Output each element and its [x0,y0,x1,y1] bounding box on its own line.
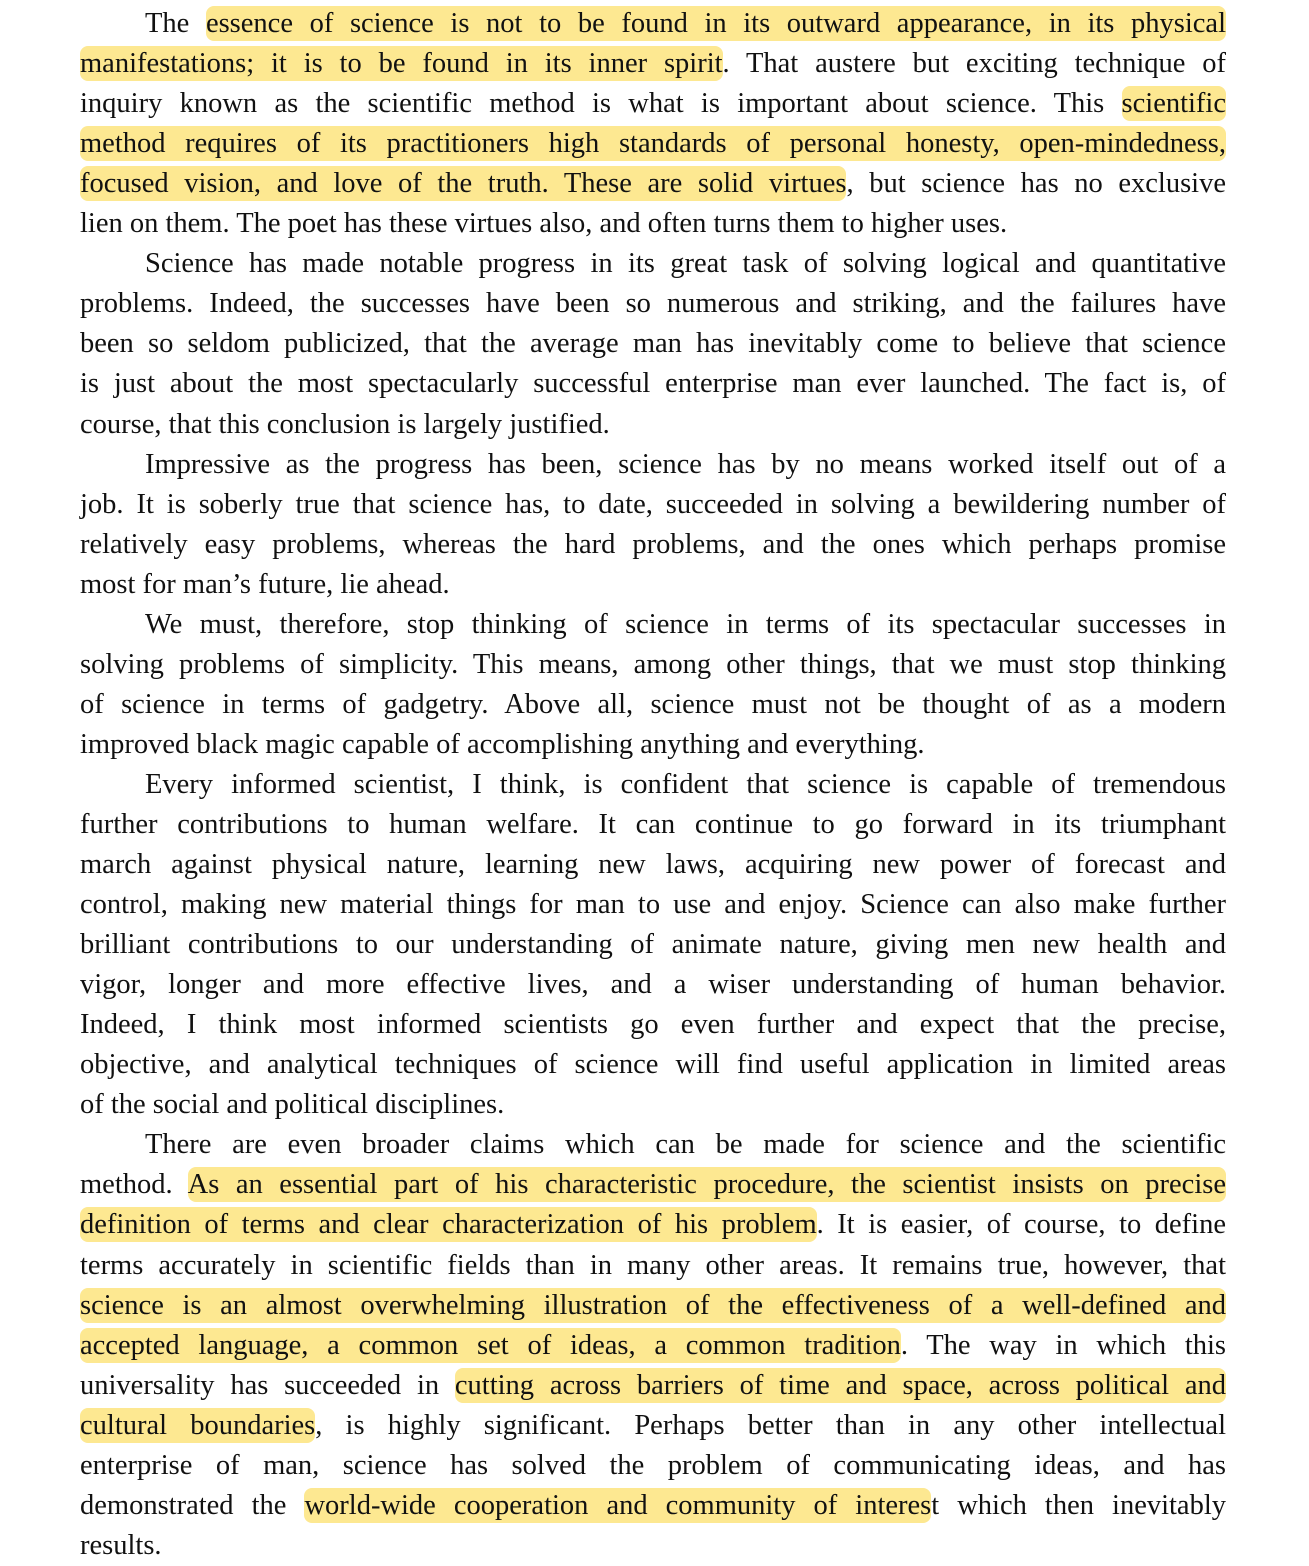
text-run: been so seldom publicized, that the average man has inevitably come to believe that science [80,328,1226,359]
text-line [80,1045,1226,1085]
text-run: terms accurately in scientific fields than in many other areas. It remains true, however, that [80,1250,1226,1281]
highlighted-text: science is an almost overwhelming illustration of the effectiveness of a well-defined and [80,1290,1226,1321]
text-run: , is highly significant. Perhaps better than in any other intellectual [315,1410,1226,1441]
highlighted-text: manifestations; it is to be found in its inner spirit [80,48,723,79]
text-line [80,925,1226,965]
text-run: control, making new material things for man to use and enjoy. Science can also make further [80,889,1226,920]
text-run: We must, therefore, stop thinking of science in terms of its spectacular successes in [145,609,1226,640]
text-line [145,605,1226,645]
highlighted-text: As an essential part of his characteristic procedure, the scientist insists on precise [187,1169,1226,1200]
highlighted-text: method requires of its practitioners high standards of personal honesty, open-mindedness, [80,128,1226,159]
text-run: . The way in which this [900,1330,1226,1361]
text-line [80,885,1226,925]
text-run: inquiry known as the scientific method is what is important about science. This [80,88,1122,119]
text-line [80,124,1226,164]
text-run: course, that this conclusion is largely justified. [80,409,610,440]
text-line [80,1005,1226,1045]
text-line [80,164,1226,204]
text-line [80,1446,1226,1486]
text-line [80,1526,1226,1566]
text-run: Indeed, I think most informed scientists go even further and expect that the precise, [80,1009,1226,1040]
text-line [80,725,1226,765]
text-run: of science in terms of gadgetry. Above all, science must not be thought of as a modern [80,689,1226,720]
highlighted-text: definition of terms and clear characterization of his problem [80,1209,817,1240]
text-line [80,805,1226,845]
text-run: march against physical nature, learning new laws, acquiring new power of forecast and [80,849,1226,880]
text-line [80,324,1226,364]
text-line [80,685,1226,725]
text-line [80,1205,1226,1245]
text-run: lien on them. The poet has these virtues also, and often turns them to higher uses. [80,208,1008,239]
text-line [80,1246,1226,1286]
text-run: improved black magic capable of accomplishing anything and everything. [80,729,925,760]
highlighted-text: essence of science is not to be found in its outward appearance, in its physical [205,8,1226,39]
text-line [145,4,1226,44]
text-line [80,485,1226,525]
text-run: Impressive as the progress has been, science has by no means worked itself out of a [145,449,1226,480]
text-run: problems. Indeed, the successes have been so numerous and striking, and the failures have [80,288,1226,319]
text-run: job. It is soberly true that science has, to date, succeeded in solving a bewildering number of [80,489,1226,520]
text-line [145,445,1226,485]
text-line [80,1286,1226,1326]
text-run: most for man’s future, lie ahead. [80,569,450,600]
text-run: of the social and political disciplines. [80,1089,505,1120]
text-line [80,44,1226,84]
text-run: t which then inevitably [931,1490,1227,1521]
text-line [80,405,1226,445]
text-run: relatively easy problems, whereas the hard problems, and the ones which perhaps promise [80,529,1226,560]
text-run: , but science has no exclusive [846,168,1226,199]
text-line [80,1366,1226,1406]
text-run: demonstrated the [80,1490,305,1521]
text-line [80,1165,1226,1205]
text-line [80,525,1226,565]
text-run: Every informed scientist, I think, is confident that science is capable of tremendous [145,769,1226,800]
text-run: further contributions to human welfare. It can continue to go forward in its triumphant [80,809,1226,840]
text-line [80,1486,1226,1526]
text-line [80,284,1226,324]
highlighted-text: accepted language, a common set of ideas, a common tradition [80,1330,901,1361]
text-line [145,1125,1226,1165]
text-run: solving problems of simplicity. This means, among other things, that we must stop thinking [80,649,1226,680]
text-line [80,204,1226,244]
text-line [80,1085,1226,1125]
highlighted-text: cultural boundaries [80,1410,316,1441]
text-run: There are even broader claims which can be made for science and the scientific [145,1129,1226,1160]
highlighted-text: scientific [1121,88,1226,119]
text-run: enterprise of man, science has solved the problem of communicating ideas, and has [80,1450,1226,1481]
text-line [80,1326,1226,1366]
text-line [80,565,1226,605]
text-run: Science has made notable progress in its great task of solving logical and quantitative [145,248,1226,279]
text-line [80,845,1226,885]
text-run: . That austere but exciting technique of [722,48,1226,79]
text-run: The [145,8,206,39]
text-run: is just about the most spectacularly successful enterprise man ever launched. The fact is, of [80,368,1226,399]
text-run: universality has succeeded in [80,1370,455,1401]
text-run: method. [80,1169,188,1200]
text-run: objective, and analytical techniques of science will find useful application in limited areas [80,1049,1226,1080]
text-line [80,364,1226,404]
text-line [80,645,1226,685]
text-line [145,765,1226,805]
text-run: vigor, longer and more effective lives, and a wiser understanding of human behavior. [80,969,1226,1000]
highlighted-text: focused vision, and love of the truth. These are solid virtues [80,168,847,199]
highlighted-text: cutting across barriers of time and space, across political and [454,1370,1226,1401]
text-line [80,84,1226,124]
text-line [145,244,1226,284]
text-line [80,965,1226,1005]
highlighted-text: world-wide cooperation and community of interes [304,1490,932,1521]
text-line [80,1406,1226,1446]
text-run: results. [80,1530,162,1561]
text-run: brilliant contributions to our understanding of animate nature, giving men new health and [80,929,1226,960]
text-run: . It is easier, of course, to define [816,1209,1226,1240]
